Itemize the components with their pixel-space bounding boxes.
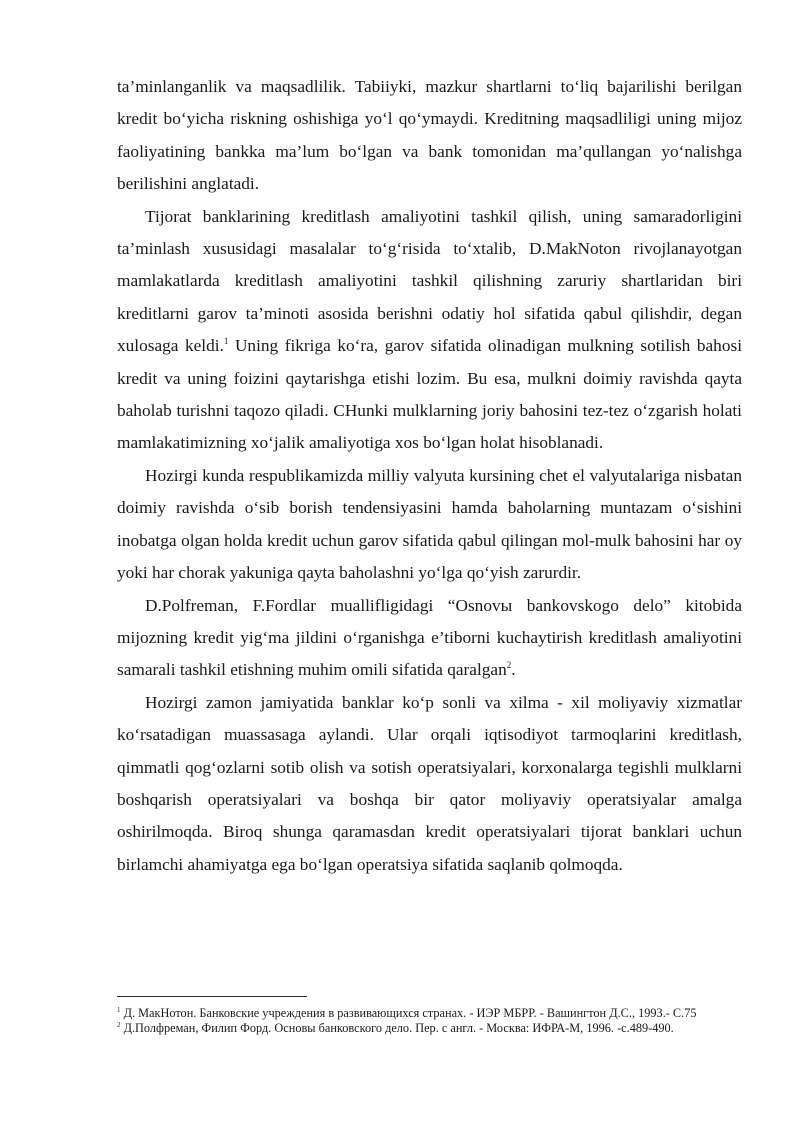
footnote-2-mark: 2 (117, 1020, 121, 1029)
paragraph-4 (117, 590, 742, 687)
footnote-separator (117, 996, 307, 997)
paragraph-3: Hozirgi kunda respublikamizda milliy valyuta kursining chet el valyutalariga nisbatan doimiy ravishda o‘sib borish tendensiyasini hamda baholarning muntazam o‘sishini inobatga olgan holda kredit uchun garov sifatida qabul qilingan mol-mulk bahosini har oy yoki har chorak yakuniga qayta baholashni yo‘lga qo‘yish zarurdir. (117, 465, 742, 583)
footnote-1 (117, 1006, 742, 1021)
paragraph-5: Hozirgi zamon jamiyatida banklar ko‘p sonli va xilma - xil moliyaviy xizmatlar ko‘rsatadigan muassasaga aylandi. Ular orqali iqtisodiyot tarmoqlarini kreditlash, qimmatli qog‘ozlarni sotib olish va sotish operatsiyalari, korxonalarga tegishli mulklarni boshqarish operatsiyalari va boshqa bir qator moliyaviy operatsiyalar amalga oshirilmoqda. Biroq shunga qaramasdan kredit operatsiyalari tijorat banklari uchun birlamchi ahamiyatga ega bo‘lgan operatsiya sifatida saqlanib qolmoqda. (117, 692, 742, 874)
footnote-2 (117, 1021, 742, 1036)
footnotes (117, 1006, 742, 1036)
paragraph-2-text-b: Uning fikriga ko‘ra, garov sifatida olinadigan mulkning sotilish bahosi kredit va uning foizini qaytarishga etishi lozim. Bu esa, mulkni doimiy ravishda qayta baholab turishni taqozo qiladi. CHunki mulklarning joriy bahosini tez-tez o‘zgarish holati mamlakatimizning xo‘jalik amaliyotiga xos bo‘lgan holat hisoblanadi. (117, 336, 742, 453)
body-text (117, 71, 742, 881)
footnote-ref-1: 1 (223, 336, 229, 347)
footnote-2-text: Д.Полфреман, Филип Форд. Основы банковского дело. Пер. с англ. - Москва: ИФРА-М, 1996. -с.489-490. (120, 1021, 674, 1035)
paragraph-2-text-a: Tijorat banklarining kreditlash amaliyotini tashkil qilish, uning samaradorligini ta’minlash xususidagi masalalar to‘g‘risida to‘xtalib, D.MakNoton rivojlanayotgan mamlakatlarda kreditlash amaliyotini tashkil qilishning zaruriy shartlaridan biri kreditlarni garov ta’minoti asosida berishni odatiy hol sifatida qabul qilishdir, degan xulosaga keldi. (117, 206, 742, 356)
paragraph-1: ta’minlanganlik va maqsadlilik. Tabiiyki, mazkur shartlarni to‘liq bajarilishi berilgan kredit bo‘yicha riskning oshishiga yo‘l qo‘ymaydi. Kreditning maqsadliligi uning mijoz faoliyatining bankka ma’lum bo‘lgan va bank tomonidan ma’qullangan yo‘nalishga berilishini anglatadi. (117, 77, 742, 194)
paragraph-4-text: D.Polfreman, F.Fordlar muallifligidagi “Osnovы bankovskogo delo” kitobida mijozning kredit yig‘ma jildini o‘rganishga e’tiborni kuchaytirish kreditlash amaliyotini samarali tashkil etishning muhim omili sifatida qaralgan (117, 595, 742, 680)
footnote-ref-2: 2 (506, 660, 512, 671)
paragraph-4-end: . (511, 660, 516, 680)
paragraph-2 (117, 201, 742, 460)
footnote-1-text: Д. МакНотон. Банковские учреждения в развивающихся странах. - ИЭР МБРР. - Вашингтон Д.С., 1993.- С.75 (120, 1006, 697, 1020)
footnote-1-mark: 1 (117, 1005, 121, 1014)
